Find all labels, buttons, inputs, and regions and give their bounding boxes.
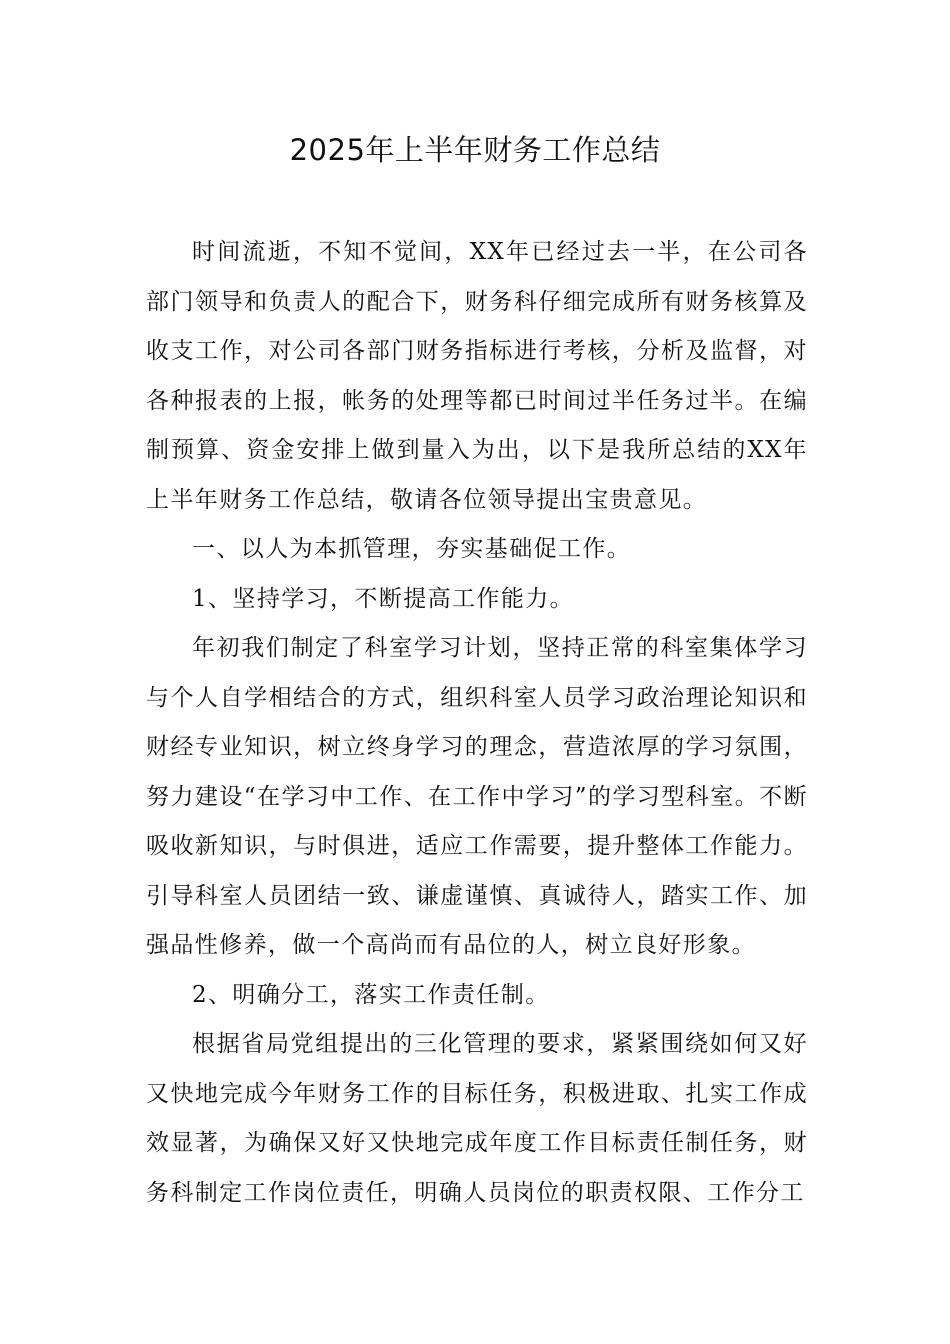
subsection-heading-1: 1、坚持学习，不断提高工作能力。 bbox=[192, 585, 575, 612]
document-body bbox=[146, 228, 808, 1218]
document-title: 2025年上半年财务工作总结 bbox=[289, 133, 661, 167]
intro-paragraph: 时间流逝，不知不觉间，XX年已经过去一半，在公司各部门领导和负责人的配合下，财务科仔细完成所有财务核算及收支工作，对公司各部门财务指标进行考核，分析及监督，对各种报表的上报，帐务的处理等都已时间过半任务过半。在编制预算、资金安排上做到量入为出，以下是我所总结的XX年上半年财务工作总结，敬请各位领导提出宝贵意见。 bbox=[146, 239, 808, 513]
body-paragraph: 根据省局党组提出的三化管理的要求，紧紧围绕如何又好又快地完成今年财务工作的目标任务，积极进取、扎实工作成效显著，为确保又好又快地完成年度工作目标责任制任务，财务科制定工作岗位责任，明确人员岗位的职责权限、工作分工 bbox=[146, 1031, 808, 1206]
body-paragraph: 年初我们制定了科室学习计划，坚持正常的科室集体学习与个人自学相结合的方式，组织科室人员学习政治理论知识和财经专业知识，树立终身学习的理念，营造浓厚的学习氛围，努力建设“在学习中工作、在工作中学习”的学习型科室。不断吸收新知识，与时俱进，适应工作需要，提升整体工作能力。引导科室人员团结一致、谦虚谨慎、真诚待人，踏实工作、加强品性修养，做一个高尚而有品位的人，树立良好形象。 bbox=[146, 635, 808, 958]
subsection-heading-2: 2、明确分工，落实工作责任制。 bbox=[192, 981, 550, 1008]
section-heading-1: 一、以人为本抓管理，夯实基础促工作。 bbox=[192, 536, 632, 562]
